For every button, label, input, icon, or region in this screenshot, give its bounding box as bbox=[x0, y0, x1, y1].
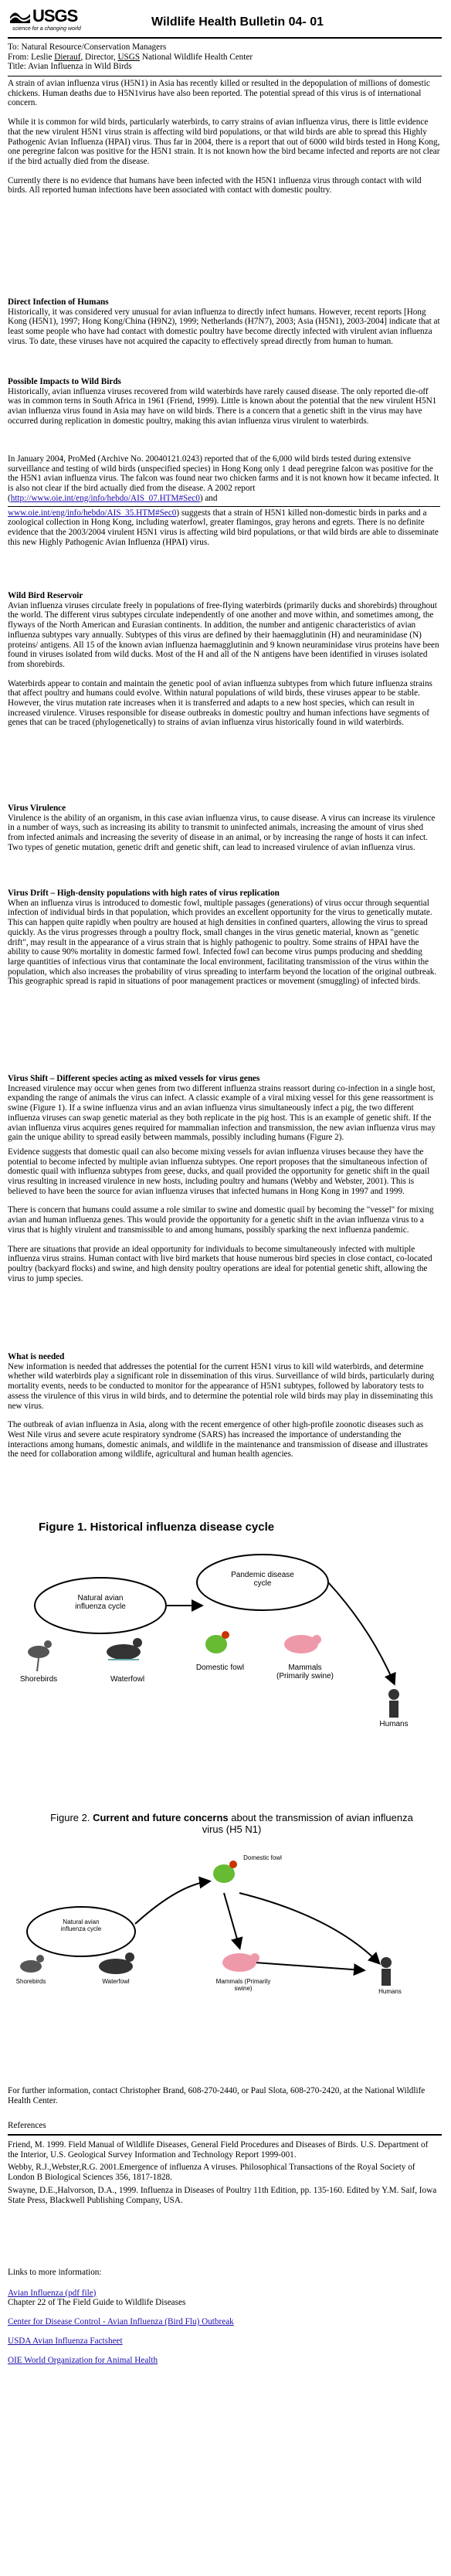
shift-body-4: There are situations that provide an ideal opportunity for individuals to become simultaneously infected with multiple influenza virus strains. Human contact with live bird markets that house numerous bird species in close contact, co-located poultry (backyard flocks) and swine, and high density poultry operations are ideal for potential genetic shift, allowing the virus to jump species. bbox=[8, 1244, 432, 1283]
needed-heading: What is needed bbox=[8, 1352, 65, 1361]
figure-1 bbox=[8, 1521, 440, 1733]
direct-infection-section bbox=[8, 297, 440, 347]
memo-block bbox=[8, 42, 440, 72]
drift-section bbox=[8, 889, 440, 987]
fig2-mammals-label: Mammals (Primarily swine) bbox=[215, 1978, 271, 1992]
fig1-shorebirds-label: Shorebirds bbox=[19, 1675, 58, 1684]
link-avian-influenza-pdf[interactable]: Avian Influenza (pdf file) bbox=[8, 2288, 97, 2298]
needed-body-1: New information is needed that addresses the potential for the current H5N1 virus to kill wild waterbirds, and determine whether wild waterbirds play a significant role in dissemination of this virus. Surveillance of wild birds, particularly during mortality events, needs to be conducted to monitor for the appearance of H5N1 subtypes, followed by laboratory tests to assess the virulence of this virus in wild birds, and to determine the potential role wild birds may play in disseminating this new virus. bbox=[8, 1361, 435, 1411]
link-oie[interactable]: OIE World Organization for Animal Health bbox=[8, 2355, 158, 2365]
intro-section bbox=[8, 79, 440, 195]
link-usda[interactable]: USDA Avian Influenza Factsheet bbox=[8, 2336, 123, 2346]
usgs-wave-icon bbox=[9, 6, 31, 26]
possible-impacts-heading: Possible Impacts to Wild Birds bbox=[8, 377, 121, 386]
human-icon bbox=[388, 1689, 399, 1718]
references-heading: References bbox=[8, 2121, 46, 2130]
intro-paragraph-1: A strain of avian influenza virus (H5N1) in Asia has recently killed or resulted in the depopulation of millions of domestic chickens. Human deaths due to H5N1virus have also been reported. The potential spread of this virus is of international concern. bbox=[8, 79, 430, 108]
references-list bbox=[8, 2140, 440, 2208]
fig2-shorebirds-label: Shorebirds bbox=[15, 1978, 46, 1985]
oie-ais35-link[interactable]: www.oie.int/eng/info/hebdo/AIS_35.HTM#Sec0 bbox=[8, 508, 177, 518]
memo-from: From: Leslie Dierauf, Director, USGS National Wildlife Health Center bbox=[8, 52, 253, 62]
figure-1-title: Figure 1. Historical influenza disease cycle bbox=[39, 1521, 275, 1534]
fig1-humans-label: Humans bbox=[379, 1720, 409, 1728]
possible-impacts-body: Historically, avian influenza viruses recovered from wild waterbirds have rarely caused disease. The only reported die-off was in common terns in South Africa in 1961 (Friend, 1999). Little is known about the potential that the new virulent H5N1 avian influenza virus found in Asia may have on wild birds. There is a concern that a genetic shift in the virus may have occurred during replication in domestic poultry, making this avian influenza virus virulent to waterbirds. bbox=[8, 386, 437, 426]
figure-2 bbox=[8, 1812, 440, 2005]
references-divider bbox=[8, 2134, 442, 2136]
waterfowl-icon bbox=[107, 1638, 142, 1660]
promed-section: In January 2004, ProMed (Archive No. 20040121.0243) reported that of the 6,000 wild birds tested during extensive surveillance and testing of wild birds (unspecified species) in Hong Kong only 1 dead peregrine falcon was positive for the the H5N1 avian influenza virus. The falcon was found near two chicken farms and it is not known how it became infected. It is also not clear if the bird actually died from the disease. A 2002 report (http://www.oie.int/eng/info/hebdo/AIS_07.HTM#Sec0) and www.oie.int/eng/info/hebdo/AIS_35.HTM#Sec0) suggests that a strain of H5N1 killed non-domestic birds in parks and a zoological collection in Hong Kong, including waterfowl, greater flamingos, gray herons and egrets. There is no definite evidence that the 2003/2004 virulent H5N1 virus is affecting wild bird populations, or that wild birds are able to disseminate this new Highly Pathogenic Avian Influenza (HPAI) virus. bbox=[8, 454, 439, 547]
intro-paragraph-2: While it is common for wild birds, particularly waterbirds, to carry strains of avian influenza virus, there is little evidence that the new virulent H5N1 virus strain is affecting wild bird populations, or that wild birds are able to spread this Highly Pathogenic Avian Influenza (HPAI) virus. Thus far in 2004, there is a report that out of 6000 wild birds tested in Hong Kong, one peregrine falcon was positive for the H5N1 strain. It is not known how the bird became infected and reports are not clear if the bird actually died from the disease. bbox=[8, 117, 440, 166]
promed-divider bbox=[8, 506, 440, 507]
direct-infection-heading: Direct Infection of Humans bbox=[8, 297, 109, 307]
fig1-waterfowl-label: Waterfowl bbox=[110, 1675, 145, 1684]
usgs-logo[interactable] bbox=[9, 5, 102, 36]
fig2-domestic-fowl-label: Domestic fowl bbox=[243, 1854, 282, 1861]
shift-body-2: Evidence suggests that domestic quail can also become mixing vessels for avian influenza viruses because they have the potential to become infected by multiple avian influenza subtypes. One report proposes that the simultaneous infection of domestic quail with influenza subtypes from geese, ducks, and quail provided the opportunity for genetic shift in the quail virus resulting in increased virulence in new hosts, including poultry and humans (Webby and Webster, 2001). This is believed to have been the source for avian influenza viruses that infected humans in Hong Kong in 1997 and 1999. bbox=[8, 1147, 430, 1196]
reservoir-body-2: Waterbirds appear to contain and maintain the genetic pool of avian influenza subtypes from which future influenza strains that affect poultry and humans could evolve. Within natural populations of wild birds, these viruses appear to be stable. However, the virus mutation rate increases when it is transferred and adapts to a new host species, which can result in increased virulence. Viruses responsible for disease outbreaks in domestic poultry and human infections have segments of genes that can be traced (phylogenetically) to strains of avian influenza virus historically found in wild waterbirds. bbox=[8, 678, 432, 728]
bulletin-title: Wildlife Health Bulletin 04- 01 bbox=[151, 15, 324, 29]
shift-body-1: Increased virulence may occur when genes from two different influenza strains reassort during co-infection in a single host, expanding the range of animals the virus can infect. A classic example of a viral mixing vessel for this gene reassortment is swine (Figure 1). If a swine influenza virus and an avian influenza virus simultaneously infect a pig, the two different influenza viruses can swap genetic material as they both replicate in the pig host. This is an example of genetic shift. If the avian influenza virus acquires genes required for mammalian infection and transmission, the new avian influenza virus may gain the unique ability to spread easily between mammals, possibly including humans (Figure 2). bbox=[8, 1083, 436, 1143]
swine-icon bbox=[284, 1635, 321, 1653]
shift-heading: Virus Shift – Different species acting as mixed vessels for virus genes bbox=[8, 1074, 260, 1083]
fig2-swine-icon bbox=[222, 1953, 259, 1972]
link-cdc[interactable]: Center for Disease Control - Avian Influenza (Bird Flu) Outbreak bbox=[8, 2317, 234, 2327]
fig1-domestic-fowl-label: Domestic fowl bbox=[195, 1664, 245, 1672]
direct-infection-body: Historically, it was considered very unusual for avian influenza to directly infect humans. However, recent reports [Hong Kong (H5N1), 1997; Hong Kong/China (H9N2), 1999; Netherlands (H7N7), 2003; Asia (H5N1), 2003-2004] indicate that at least some people who have had contact with domestic poultry have become directly infected with virulent avian influenza virus. To date, these viruses have not acquired the capacity to effectively spread directly from human to human. bbox=[8, 307, 440, 346]
links-heading: Links to more information: bbox=[8, 2268, 102, 2277]
fig1-mammals-label: Mammals (Primarily swine) bbox=[276, 1664, 334, 1681]
figure-2-title: Figure 2. Current and future concerns about the transmission of avian influenza virus (H5 N1) bbox=[50, 1812, 413, 1835]
needed-section bbox=[8, 1352, 440, 1460]
virulence-section bbox=[8, 804, 440, 853]
links-section bbox=[8, 2268, 440, 2365]
intro-paragraph-3: Currently there is no evidence that humans have been infected with the H5N1 influenza virus through contact with wild birds. All reported human infections have been associated with contact with domestic poultry. bbox=[8, 175, 422, 195]
fig2-shorebird-icon bbox=[20, 1955, 44, 1973]
virulence-body: Virulence is the ability of an organism, in this case avian influenza virus, to cause disease. A virus can increase its virulence in a number of ways, such as increasing its ability to transmit to uninfected animals, increasing the amount of virus shed from infected animals and increasing the severity of disease in an animal, or by increasing the range of hosts it can infect. Two types of genetic mutation, genetic drift and genetic shift, can lead to increased virulence of avian influenza virus. bbox=[8, 813, 436, 852]
virulence-heading: Virus Virulence bbox=[8, 804, 66, 813]
shorebird-icon bbox=[28, 1640, 52, 1671]
fig2-human-icon bbox=[381, 1957, 392, 1986]
fig1-natural-cycle-label: Natural avian influenza cycle bbox=[75, 1594, 126, 1611]
fig2-waterfowl-icon bbox=[99, 1952, 134, 1974]
reference-item: Swayne, D.E.,Halvorson, D.A., 1999. Influenza in Diseases of Poultry 11th Edition, pp. 135-160. Edited by Y.M. Saif, Iowa State Press, Blackwell Publishing Company, USA. bbox=[8, 2185, 437, 2205]
fig2-humans-label: Humans bbox=[378, 1988, 402, 1995]
fig1-pandemic-cycle-label: Pandemic disease cycle bbox=[231, 1571, 294, 1588]
drift-body: When an influenza virus is introduced to domestic fowl, multiple passages (generations) of virus occur through sequential infection of individual birds in that population, which provides an excellent opportunity for the virus to genetically mutate. This can happen quite rapidly when poultry are housed at high densities in confined quarters, allowing the virus to spread quickly. As the virus progresses through a poultry flock, small changes in the virus genetic material, known as "genetic drift", may result in the appearance of a virus strain that is highly pathogenic to poultry. Some strains of HPAI have the ability to cause 90% mortality in domestic farmed fowl. Infected fowl can become virus pumps producing and shedding large quantities of infectious virus that contaminate the local environment, facilitating transmission of the virus within the population, which also increases the probability of virus spreading to interfarm beyond the location of the original outbreak. This geographic spread is rapid in situations of poor management practices or movement (smuggling) of infected birds. bbox=[8, 898, 437, 987]
figure-1-diagram bbox=[8, 1536, 440, 1733]
link-field-guide[interactable]: Chapter 22 of The Field Guide to Wildlife Diseases bbox=[8, 2298, 186, 2308]
oie-report-link[interactable]: http://www.oie.int/eng/info/hebdo/AIS_07.HTM#Sec0 bbox=[10, 493, 200, 503]
memo-title: Title: Avian Influenza in Wild Birds bbox=[8, 62, 132, 72]
fig2-natural-cycle-label: Natural avian influenza cycle bbox=[60, 1918, 102, 1932]
reservoir-section bbox=[8, 591, 440, 728]
shift-section bbox=[8, 1074, 440, 1283]
memo-to: To: Natural Resource/Conservation Managers bbox=[8, 42, 167, 52]
promed-paragraph: In January 2004, ProMed (Archive No. 20040121.0243) reported that of the 6,000 wild birds tested during extensive surveillance and testing of wild birds (unspecified species) in Hong Kong only 1 dead peregrine falcon was positive for the the H5N1 avian influenza virus. The falcon was found near two chicken farms and it is not known how it became infected. It is also not clear if the bird actually died from the disease. A 2002 report (http://www.oie.int/eng/info/hebdo/AIS_07.HTM#Sec0) and bbox=[8, 454, 439, 503]
possible-impacts-section bbox=[8, 377, 440, 427]
needed-body-2: The outbreak of avian influenza in Asia, along with the recent emergence of other high-profile zoonotic diseases such as West Nile virus and severe acute respiratory syndrome (SARS) has increased the importance of understanding the interactions among humans, domestic animals, and wildlife in the maintenance and transmission of disease and illustrates the need for collaboration among wildlife, agricultural and human health agencies. bbox=[8, 1420, 429, 1460]
domestic-fowl-icon bbox=[205, 1631, 229, 1653]
header-divider bbox=[8, 37, 442, 39]
drift-heading: Virus Drift – High-density populations with high rates of virus replication bbox=[8, 889, 280, 898]
reservoir-body-1: Avian influenza viruses circulate freely in populations of free-flying waterbirds (primarily ducks and shorebirds) throughout the world. The different virus subtypes circulate independently of one another and move within, and sometimes among, the flyways of the North American and Eurasian continents. In addition, the number and antigenic characteristics of avian influenza subtypes vary annually. Subtypes of this virus are defined by their haemagglutinin (H) and neuraminidase (N) proteins/ antigens. All 15 of the known avian influenza haemagglutinin and 9 known neuraminidase virus proteins have been found in viruses isolated from wild ducks. Most of the H and all of the N antigens have been identified in viruses isolated from shorebirds. bbox=[8, 600, 439, 669]
fig2-domestic-fowl-icon bbox=[213, 1861, 237, 1883]
contact-info: For further information, contact Christopher Brand, 608-270-2440, or Paul Slota, 608-270-2420, at the National Wildlife Health Center. bbox=[8, 2086, 426, 2105]
logo-tagline: science for a changing world bbox=[12, 26, 81, 32]
reservoir-heading: Wild Bird Reservoir bbox=[8, 591, 83, 600]
shift-body-3: There is concern that humans could assume a role similar to swine and domestic quail by becoming the "vessel" for mixing avian and human influenza genes. This would provide the opportunity for a genetic shift in the avian influenza virus to a virus that is highly virulent and transmissible to and among humans, possibly sparking the next influenza pandemic. bbox=[8, 1205, 434, 1235]
reference-item: Webby, R.J.,Webster,R.G. 2001.Emergence of influenza A viruses. Philosophical Transactions of the Royal Society of London B Biological Sciences 356, 1817-1828. bbox=[8, 2163, 415, 2183]
bulletin-header bbox=[6, 5, 445, 36]
reference-item: Friend, M. 1999. Field Manual of Wildlife Diseases, General Field Procedures and Diseases of Birds. U.S. Department of the Interior, U.S. Geological Survey Information and Technology Report 1999-001. bbox=[8, 2140, 429, 2160]
fig2-waterfowl-label: Waterfowl bbox=[102, 1978, 130, 1985]
logo-text: USGS bbox=[32, 6, 78, 25]
